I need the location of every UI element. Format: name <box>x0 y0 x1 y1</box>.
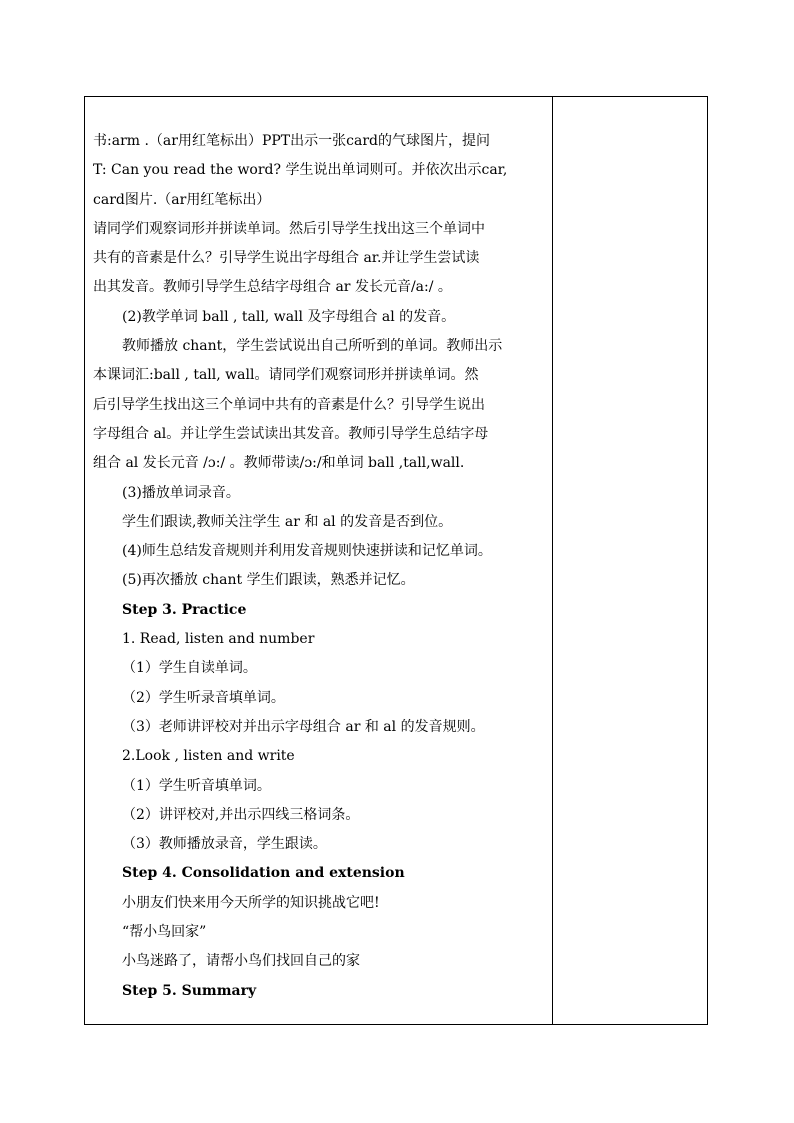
text-line: 小朋友们快来用今天所学的知识挑战它吧! <box>122 894 380 911</box>
text-line: （2）讲评校对,并出示四线三格词条。 <box>122 806 360 823</box>
text-line: 1. Read, listen and number <box>122 631 315 648</box>
text-line: card图片.（ar用红笔标出） <box>93 191 271 208</box>
text-line: 小鸟迷路了，请帮小鸟们找回自己的家 <box>122 953 360 970</box>
text-line: （1）学生自读单词。 <box>122 660 257 677</box>
text-line: 组合 al 发长元音 /ɔ:/ 。教师带读/ɔ:/和单词 ball ,tall,wall. <box>93 455 465 472</box>
text-line: 后引导学生找出这三个单词中共有的音素是什么？引导学生说出 <box>93 396 485 413</box>
text-line: (4)师生总结发音规则并利用发音规则快速拼读和记忆单词。 <box>122 543 492 560</box>
text-line: 字母组合 al。并让学生尝试读出其发音。教师引导学生总结字母 <box>93 425 489 442</box>
lesson-content-cell <box>93 127 551 1006</box>
text-line: 本课词汇:ball , tall, wall。请同学们观察词形并拼读单词。然 <box>93 367 479 384</box>
text-line: （3）教师播放录音，学生跟读。 <box>122 836 327 853</box>
text-line: 教师播放 chant，学生尝试说出自己所听到的单词。教师出示 <box>122 338 503 355</box>
text-line: T: Can you read the word? 学生说出单词则可。并依次出示car, <box>93 162 508 179</box>
text-line: （2）学生听录音填单词。 <box>122 689 285 706</box>
lesson-table <box>84 96 708 1025</box>
step-heading: Step 3. Practice <box>122 601 247 618</box>
text-line: 2.Look , listen and write <box>122 748 295 765</box>
text-line: 共有的音素是什么？引导学生说出字母组合 ar.并让学生尝试读 <box>93 250 480 267</box>
text-line: (5)再次播放 chant 学生们跟读，熟悉并记忆。 <box>122 572 415 589</box>
text-line: (2)教学单词 ball , tall, wall 及字母组合 al 的发音。 <box>122 308 456 325</box>
notes-cell <box>553 97 707 1024</box>
text-line: 学生们跟读,教师关注学生 ar 和 al 的发音是否到位。 <box>122 513 453 530</box>
step-heading: Step 5. Summary <box>122 982 257 999</box>
text-line: 书:arm .（ar用红笔标出）PPT出示一张card的气球图片，提问 <box>93 133 490 149</box>
text-line: 请同学们观察词形并拼读单词。然后引导学生找出这三个单词中 <box>93 220 485 237</box>
text-line: 出其发音。教师引导学生总结字母组合 ar 发长元音/a:/ 。 <box>93 279 452 296</box>
text-line: （1）学生听音填单词。 <box>122 777 271 794</box>
text-line: (3)播放单词录音。 <box>122 484 240 501</box>
text-line: “帮小鸟回家” <box>122 924 207 941</box>
step-heading: Step 4. Consolidation and extension <box>122 865 405 882</box>
text-line: （3）老师讲评校对并出示字母组合 ar 和 al 的发音规则。 <box>122 718 485 735</box>
